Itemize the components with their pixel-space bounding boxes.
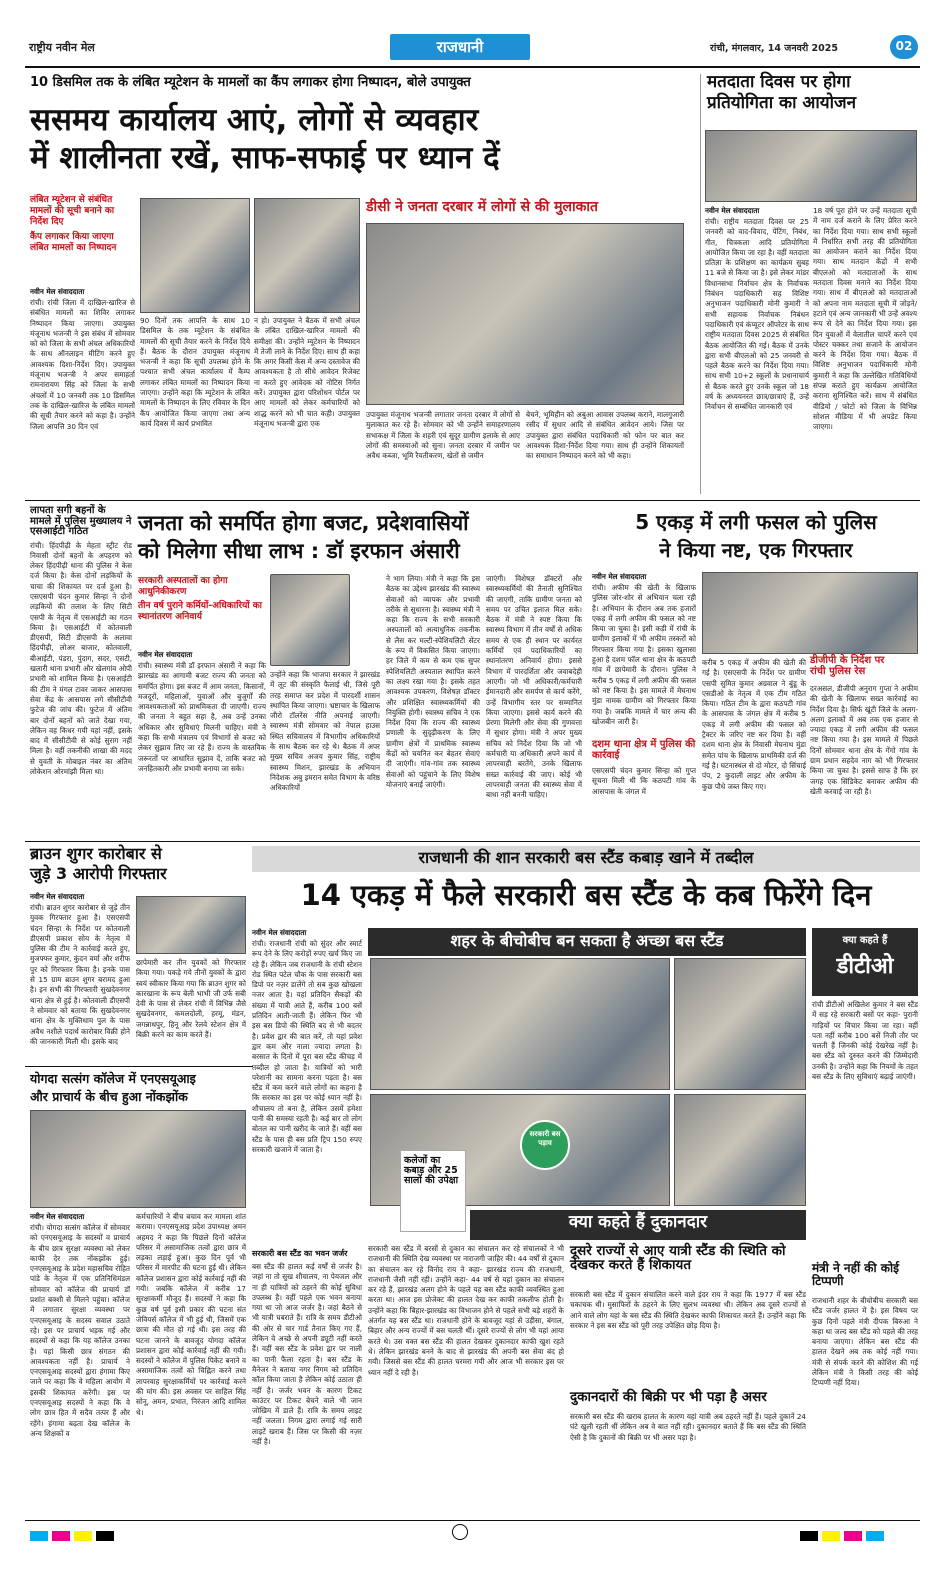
masthead	[25, 32, 920, 66]
crop-photo-caption	[810, 656, 918, 677]
budget-highlight-1: सरकारी अस्पतालों का होगा आधुनिकीकरण	[138, 576, 228, 597]
yogoda-headline-1: योगदा सत्संग कॉलेज में एनएसयूआइ	[30, 1071, 196, 1086]
minister-head: मंत्री ने नहीं की कोई टिप्पणी	[812, 1261, 899, 1288]
photo-yogoda-college	[30, 1110, 246, 1208]
crop-subhead: दशम थाना क्षेत्र में पुलिस की कार्रवाई	[592, 739, 696, 761]
footer-rule	[25, 1520, 920, 1521]
lead-headline-line-1: ससमय कार्यालय आएं, लोगों से व्यवहार	[30, 102, 479, 138]
photo-dc-office	[140, 198, 250, 313]
brown-sugar-byline: नवीन मेल संवाददाता	[30, 892, 85, 901]
crop-col-2: करीब 5 एकड़ में अफीम की खेती की गई है। एसएसपी के निर्देश पर ग्रामीण एसपी सुमित कुमार अग्रवाल ने बुंडू के एसडीओ के नेतृत्व में एक टीम गठित किया। गठित टीम के द्वारा कठपटी गांव के आसपास के जंगल क्षेत्र में करीब 5 एकड़ में लगी अफीम की फसल को ट्रैक्टर के जरिए नष्ट कर दिया है। वहीं दशम थाना क्षेत्र के निवासी मेघनाथ मुंडा समेत पांच के खिलाफ प्राथमिकी दर्ज की गई है। घटनास्थल से दो मोटर, दो सिंचाई पंप, 2 कुदाली लाइट और अफीम के कुछ पौधे जब्त किए गए।	[702, 658, 806, 791]
budget-headline-line-2: को मिलेगा सीधा लाभ : डॉ इरफान अंसारी	[138, 539, 460, 563]
photo-irfan-ansari	[270, 574, 350, 666]
section-rule-2	[25, 841, 920, 842]
bus-stand-kicker: राजधानी की शान सरकारी बस स्टैंड कबाड़ खाने में तब्दील	[418, 848, 754, 867]
yogoda-headline-2: और प्राचार्य के बीच हुआ नोंकझोंक	[30, 1089, 188, 1104]
bus-stand-byline: नवीन मेल संवाददाता	[252, 928, 307, 937]
photo-opium-field-police	[702, 572, 918, 654]
bus-stand-photo-caption: कलेजों का कबाड़ और 25 सालों की उपेक्षा	[404, 1155, 459, 1186]
crop-headline-line-1: 5 एकड़ में लगी फसल को पुलिस	[635, 510, 877, 534]
budget-col-3: ने भाग लिया। मंत्री ने कहा कि इस बैठक का उद्देश्य झारखंड की स्वास्थ्य सेवाओं को व्यापक और प्रभावी तरीके से सुधारना है। स्वास्थ्य मंत्री ने कहा कि राज्य के सभी सरकारी अस्पतालों को अत्याधुनिक तकनीक से लैस कर मल्टी-स्पेशियलिटी सेंटर के रूप में विकसित किया जाएगा। हर जिले में कम से कम एक सुपर स्पेशियलिटी अस्पताल स्थापित करने का लक्ष्य रखा गया है। इसके तहत आवश्यक उपकरण, विशेषज्ञ डॉक्टर और प्रशिक्षित स्वास्थ्यकर्मियों की नियुक्ति होगी। स्वास्थ्य सचिव ने एक निर्देश दिया कि राज्य की स्वास्थ्य प्रणाली के सुदृढ़ीकरण के लिए ग्रामीण क्षेत्रों में प्राथमिक स्वास्थ्य केंद्रों को चयनित कर बेहतर सेवाएं दी जाएंगी। गांव-गांव तक स्वास्थ्य सेवाओं को पहुंचाने के लिए विशेष योजनाएं बनाई जाएंगी।	[386, 574, 480, 789]
section-rule-3	[25, 1066, 253, 1067]
bus-stand-col-2: बस स्टैंड की हालत कई वर्षों से जर्जर है। जहां ना तो सुख शौचालय, ना पेयजल और ना ही यात्रियों को ठहरने की कोई सुविधा उपलब्ध है। वहीं पहले एक भवन बनाया गया था जो आज जर्जर है। जहां बैठने से भी यात्री घबराते हैं। रात्रि के समय डीटीओ की ओर से चार गार्ड तैनात किए गए हैं, लेकिन वे अच्छे से अपनी ड्यूटी नहीं करते हैं। वहीं बस स्टैंड के प्रवेश द्वार पर नाली का पानी फैला रहता है। बस स्टैंड के मैनेजर ने बताया नगर निगम को प्रतिदिन कॉल किया जाता है लेकिन कोई उठाता ही नहीं है। जर्जर भवन के कारण टिकट काउंटर पर टिकट बेचने वाले भी जान जोखिम में डाले हैं। रात्रि के समय लाइट नहीं जलता। निगम द्वारा लगाई गई सारी लाइटें खराब हैं। जिस पर किसी की नज़र नहीं है।	[252, 1262, 362, 1447]
missing-sisters-body: रांची। हिंदपीढ़ी के मेहता स्ट्रीट रोड निवासी दोनों बहनों के अपहरण को लेकर हिंदपीढ़ी थाना की पुलिस ने केस दर्ज किया है। केस दोनों लड़कियों के चाचा की शिकायत पर दर्ज हुआ है। एसएसपी चंदन कुमार सिन्हा ने दोनों लड़कियों की तलाश के लिए सिटी एसपी के नेतृत्व में एसआईटी का गठन किया है। एसआईटी में कोतवाली डीएसपी, सिटी डीएसपी के अलावा हिंदपीढ़ी, लोअर बाजार, कोतवाली, बीआईटी, पंडरा, पुंदाग, सदर, एसटी, खलारी थाना प्रभारी और खेलगांव ओपी प्रभारी को शामिल किया है। एसआईटी की टीम ने मंगल टावर जाकर आसपास सेवा केंद्र के आसपास लगे सीसीटीवी फुटेज की जांच की। फुटेज में अंतिम बार दोनों बहनों को जाते देखा गया, लेकिन वह किधर गयी यहां नहीं, इसके बाद में सीसीटीवी से कोई सुराग नहीं मिला है। वहीं तकनीकी शाखा की मदद से युवती के मोबाइल नंबर का अंतिम लोकेशन ओरमांझी मिला था।	[30, 540, 132, 777]
bus-stand-photo-banner-text: शहर के बीचोबीच बन सकता है अच्छा बस स्टैंड	[450, 931, 724, 950]
section-rule-1	[25, 500, 920, 501]
budget-col-1: रांची। स्वास्थ्य मंत्री डॉ इरफान अंसारी ने कहा कि झारखंड का आगामी बजट राज्य की जनता को समर्पित होगा। इस बजट में आम जनता, किसानों, मजदूरों, महिलाओं, युवाओं और बुजुर्गों की आवश्यकताओं को प्राथमिकता दी जाएगी। राज्य की जनता ने बहुत सहा है, अब उन्हें उनका अधिकार और सुविधाएं मिलनी चाहिए। मंत्री ने कहा कि सभी मंत्रालय एवं विभागों से बजट को लेकर सुझाव लिए जा रहे हैं। राज्य के वास्तविक जरूरतों पर आधारित सुझाव दें, ताकि बजट को जनहितकारी और प्रभावी बनाया जा सके।	[138, 661, 266, 773]
lead-highlight-box	[30, 195, 135, 280]
registration-mark	[452, 1524, 468, 1540]
bus-stand-col-3: सरकारी बस स्टैंड में बरसों से दुकान का संचालन कर रहे संचालकों ने भी राजधानी की स्थिति देख व्यवस्था पर नाराजगी जाहिर की। 44 वर्षों से दुकान का संचालन कर रहे विनोद राय ने कहा- झारखंड राज्य की राजधानी, राजधानी जैसी नहीं रही। उन्होंने कहा- 44 वर्ष से यहां दुकान का संचालन कर रहे हैं, झारखंड अलग होने के पहले यह बस स्टैंड काफी व्यवस्थित हुआ करता था। आज इस प्रोजेक्ट की हालत देख कर काफी तकलीफ होती है। उन्होंने कहा कि बिहार-झारखंड का विभाजन होने से पहले सभी बड़े शहरों के अंतर्गत यह बस स्टैंड था। राजधानी होने के बावजूद यहां से उड़ीसा, बंगाल, बिहार और अन्य राज्यों में बस चलती थीं। दूसरे राज्यों से लोग भी यहां आया करते थे। उस वक्त बस स्टैंड की हालत देखकर दुकानदार काफी खुश रहते थे। लेकिन झारखंड बनने के बाद से झारखंड की अपनी बस सेवा बंद हो गयी। जिससे बस स्टैंड की हालत चरमरा गयी और आज भी सरकार इस पर ध्यान नहीं दे रही है।	[368, 1244, 564, 1377]
crop-col-1: रांची। अफीम की खेती के खिलाफ पुलिस जोर-शोर से अभियान चला रही है। अभियान के दौरान अब तक हजारों एकड़ में लगी अफीम की फसल को नष्ट किया जा चुका है। इसी कड़ी में रांची के ग्रामीण इलाकों में भी अफीम तस्करों को गिरफ्तार किया गया है। इसका खुलासा हुआ है दशम फॉल थाना क्षेत्र के कठपटी गांव में छापेमारी के दौरान। पुलिस ने करीब 5 एकड़ में लगी अफीम की फसल को नष्ट किया है। इस मामले में मेघनाथ मुंडा नामक ग्रामीण को गिरफ्तार किया गया है। जबकि मामले में चार अन्य की खोजबीन जारी है।	[592, 583, 696, 726]
photo-bus-stand-wide	[370, 958, 670, 1090]
budget-headline-line-1: जनता को समर्पित होगा बजट, प्रदेशवासियों	[138, 511, 469, 535]
yogoda-col-1: रांची। योगदा सत्संग कॉलेज में सोमवार को एनएसयूआइ के सदस्यों व प्राचार्य के बीच छात्र सुरक्षा व्यवस्था को लेकर काफी देर तक नोंकझोंक हुई। एनएसयूआइ के प्रदेश महासचिव रोहित पांडे के नेतृत्व में एक प्रतिनिधिमंडल सोमवार को कॉलेज की प्राचार्य डॉ प्रशांत बक्शी से मिलने पहुंचा। कॉलेज में लगातार सुरक्षा व्यवस्था पर एनएसयूआइ के सदस्य सवाल उठाते रहे। इस पर प्राचार्य भड़क गई और सदस्यों से कहा कि यह कॉलेज उनका है। यहां किसी छात्र संगठन की आवश्यकता नहीं है। प्राचार्य ने एनएसयूआइ सदस्यों द्वारा हंगामा किए जाने पर कहा कि वे महिला आयोग में इसकी शिकायत करेंगी। इस पर एनएसयूआइ सदस्यों ने कहा कि वे लोग छात्र हित में सदैव तत्पर हैं और रहेंगे। हंगामा बढ़ता देख कॉलेज के अन्य शिक्षकों व	[30, 1223, 130, 1438]
lead-highlight-2: कैंप लगाकर किया जाएगा लंबित मामलों का निष्पादन	[30, 232, 117, 253]
registration-color-strip-right	[800, 1526, 888, 1545]
brown-sugar-col-2: छापेमारी कर तीन युवकों को गिरफ्तार किया गया। पकड़े गये तीनों युवकों के द्वारा स्वयं स्वीकार किया गया कि ब्राउन शुगर को कारखाना के रूप बेली भाभी जी उर्फ सबी देवी के पास से लेकर रांची में विभिन्न जैसे सुखदेवनगर, कमलदोली, हरमू, मंडन, जगन्नाथपुर, हिनू और रेलवे स्टेशन क्षेत्र में बिक्री करने का काम करते हैं।	[136, 958, 246, 1040]
voters-day-headline-1: मतदाता दिवस पर होगा	[707, 72, 851, 92]
yogoda-byline: नवीन मेल संवाददाता	[30, 1212, 85, 1221]
lead-headline-line-2: में शालीनता रखें, साफ-सफाई पर ध्यान दें	[30, 140, 500, 176]
yogoda-col-2: कर्मचारियों ने बीच बचाव कर मामला शांत कराया। एनएसयूआइ प्रदेश उपाध्यक्ष अमन अहमद ने कहा कि पिछले दिनों कॉलेज परिसर में असामाजिक तत्वों द्वारा छात्र में लड़का लड़ाई हुआ। कुछ दिन पूर्व भी परिसर में मारपीट की घटना हुई थी। लेकिन कॉलेज प्रशासन द्वारा कोई कार्रवाई नहीं की गयी। जबकि कॉलेज में करीब 17 सुरक्षाकर्मी मौजूद हैं। सदस्यों ने कहा कि कुछ वर्ष पूर्व इसी प्रकार की घटना संत जेवियर्स कॉलेज में भी हुई थी, जिसमें एक छात्रा की मौत हो गई थी। इस तरह की घटना जानने के बावजूद योगदा कॉलेज प्रशासन द्वारा कोई कार्रवाई नहीं की गयी। सदस्यों ने कॉलेज में पुलिस पिकेट बनाने व असामाजिक तत्वों को चिह्नित करने तथा लापरवाह सुरक्षाकर्मियों पर कार्रवाई करने की मांग की। इस अवसर पर साहिल सिंह सोनू, अमन, प्रभात, निरंजन आदि शामिल थे।	[136, 1212, 246, 1417]
lead-col-4: उपायुक्त मंजूनाथ भजन्त्री लगातार जनता दरबार में लोगों से मुलाकात कर रहे हैं। सोमवार को भी उन्होंने समाहरणालय सभाकक्ष में जिला के शहरी एवं सुदूर ग्रामीण इलाके से आए लोगों की समस्याओं को सुना। जनता दरबार में जमीन पर अवैध कब्जा, भूमि रैयतीकरण, खेतों से जमीन	[366, 410, 520, 461]
lead-col-3: न हो। उपायुक्त ने बैठक में सभी अंचल के लंबित दाखिल-खारिज मामलों की समीक्षा की। उन्होंने म्यूटेशन के निष्पादन में तेजी लाने के निर्देश दिए। साथ ही कहा कि अगर किसी केस में अन्य दस्तावेज की आवश्यकता है तो सीधे आवेदन रिजेक्ट ना करते हुए आवेदक को नोटिस निर्गत करें। उपायुक्त द्वारा परिशोधन पोर्टल पर आए मामलों को लेकर कर्मचारियों को शाद्ध करने को भी चात कही। उपायुक्त मंजूनाथ भजन्त्री द्वारा एक	[254, 316, 360, 428]
lead-col-5: बेचने, भूमिहीन को अबुआ आवास उपलब्ध कराने, मालगुजारी रसीद में सुधार आदि से संबंधित आवेदन आये। जिस पर उपायुक्त द्वारा संबंधित पदाधिकारी को फोन पर बात कर आवश्यक दिशा-निर्देश दिया गया। साथ ही उन्होंने शिकायतों का समाधान निष्पादन करने को भी कहा।	[526, 410, 684, 461]
dto-box-line-2: डीटीओ	[836, 954, 894, 979]
bus-stand-col-1: रांची। राजधानी रांची को सुंदर और स्मार्ट रूप देने के लिए करोड़ों रुपए खर्च किए जा रहे हैं। लेकिन जब राजधानी के रांची स्टेशन रोड स्थित पटेल चौक के पास सरकारी बस डिपो पर नज़र डालेंगे तो सब कुछ खोखला नजर आता है। यहां प्रतिदिन सैकड़ों की संख्या में यात्री आते हैं, करीब 100 बसें प्रतिदिन आती-जाती हैं। लेकिन फिर भी इस बस डिपो की स्थिति बद से भी बदतर है। प्रवेश द्वार की बात करें, तो यहां प्रवेश द्वार कम और नाला ज्यादा लगता है। बरसात के दिनों में पूरा बस स्टैंड कीचड़ में तब्दील हो जाता है। यात्रियों को भारी परेशानी का सामना करना पड़ता है। बस स्टैंड में कम करने वाले लोगों का कहना है कि सरकार का इस पर कोई ध्यान नहीं है। शौचालय तो बना है, लेकिन उसमें हमेशा पानी की समस्या रहती है। कई बार तो लोग बोतल का पानी खरीद के जाते हैं। वहीं बस स्टैंड के पास ही बस प्रति ट्रिप 150 रुपए सरकारी खजाने में जाता है।	[252, 939, 362, 1154]
lead-photo-caption-text: डीसी ने जनता दरबार में लोगों से की मुलाकात	[366, 199, 598, 215]
lead-photo-caption	[366, 200, 684, 220]
masthead-rule	[25, 66, 920, 68]
photo-bus-stand-broken-floor	[674, 958, 806, 1090]
bus-stand-headline: 14 एकड़ में फैले सरकारी बस स्टैंड के कब फिरेंगे दिन	[300, 878, 872, 912]
photo-accused-three	[136, 896, 246, 954]
dto-box-line-1: क्या कहते हैं	[842, 935, 888, 946]
missing-sisters-headline-1: लापता सगी बहनों के	[30, 505, 106, 516]
bus-stand-col-7: राजधानी शहर के बीचोबीच सरकारी बस स्टैंड जर्जर हालत में है। इस विषय पर कुछ दिनों पहले मंत्री दीपक बिरुआ ने कहा था जल्द बस स्टैंड को पहले की तरह बनाया जाएगा। लेकिन बस स्टैंड की हालत देखने अब तक कोई नहीं गया। मंत्री से संपर्क करने की कोशिश की गई लेकिन मंत्री ने किसी तरह की कोई टिप्पणी नहीं दिया।	[812, 1296, 918, 1388]
bus-stand-sub-3: दुकानदारों की बिक्री पर भी पड़ा है असर	[570, 1389, 767, 1405]
photo-janata-darbar	[366, 223, 684, 405]
brown-sugar-headline-2: जुड़े 3 आरोपी गिरफ्तार	[30, 864, 167, 883]
bus-stand-col-5: सरकारी बस स्टैंड की खराब हालत के कारण यहां यात्री अब ठहरते नहीं हैं। पहले दुकानें 24 घंटे खुली रहती थीं लेकिन अब वे बात नहीं रही। दुकानदार बताते हैं कि बस स्टैंड की स्थिति ऐसी है कि दुकानों की बिक्री पर भी असर पड़ा है।	[570, 1412, 806, 1442]
photo-dc-portrait	[254, 198, 360, 313]
dateline: रांची, मंगलवार, 14 जनवरी 2025	[710, 43, 838, 54]
photo-bus-stand-corridor	[674, 1094, 806, 1206]
voters-day-byline: नवीन मेल संवाददाता	[705, 206, 760, 215]
bus-stand-sub-2: दूसरे राज्यों से आए यात्री स्टैंड की स्थिति को देखकर करते हैं शिकायत	[570, 1243, 786, 1274]
lead-byline: नवीन मेल संवाददाता	[30, 287, 85, 296]
budget-byline: नवीन मेल संवाददाता	[138, 650, 193, 659]
crop-headline-line-2: ने किया नष्ट, एक गिरफ्तार	[659, 538, 853, 562]
photo-voters-meeting	[705, 130, 917, 202]
lead-highlight-1: लंबित म्यूटेशन से संबंधित मामलों की सूची बनाने का निर्देश दिए	[30, 195, 115, 227]
paper-name: राष्ट्रीय नवीन मेल	[29, 41, 95, 54]
registration-color-strip-left	[30, 1526, 118, 1545]
section-title: राजधानी	[436, 38, 484, 56]
bus-stand-sub-1: सरकारी बस स्टैंड का भवन जर्जर	[252, 1249, 348, 1258]
budget-col-2: उन्होंने कहा कि भाजपा सरकार ने झारखंड में लूट की संस्कृति फैलाई थी, जिसे पूरी तरह समाप्त कर प्रदेश में पारदर्शी शासन स्थापित किया जाएगा। भ्रष्टाचार के खिलाफ जीरो टॉलरेंस नीति अपनाई जाएगी। स्वास्थ्य मंत्री सोमवार को नेपाल हाउस स्थित सचिवालय में विभागीय अधिकारियों के साथ बैठक कर रहे थे। बैठक में अपर मुख्य सचिव अजय कुमार सिंह, राष्ट्रीय स्वास्थ्य मिशन, झारखंड के अभियान निदेशक अबु इमरान समेत विभाग के वरिष्ठ अधिकारियों	[270, 670, 380, 793]
budget-highlights	[138, 576, 266, 646]
budget-col-4: जाएंगी। विशेषज्ञ डॉक्टरों और स्वास्थ्यकर्मियों की तैनाती सुनिश्चित की जाएगी, ताकि ग्रामीण जनता को समय पर उचित इलाज मिल सके। बैठक में मंत्री ने स्पष्ट किया कि स्वास्थ्य विभाग में तीन वर्षों से अधिक समय से एक ही स्थान पर कार्यरत कर्मियों एवं पदाधिकारियों का स्थानांतरण अनिवार्य होगा। इससे विभाग में पारदर्शिता और जवाबदेही आएगी। जो भी अधिकारी/कर्मचारी ईमानदारी और समर्पण से कार्य करेंगे, उन्हें विभागीय स्तर पर सम्मानित किया जाएगा। इससे कार्य करने की प्रेरणा मिलेगी और सेवा की गुणवत्ता में सुधार होगा। मंत्री ने अपर मुख्य सचिव को निर्देश दिया कि जो भी कर्मचारी या अधिकारी अपने कार्य में लापरवाही बरतेंगे, उनके खिलाफ सख्त कार्रवाई की जाए। कोई भी लापरवाही जनता की स्वास्थ्य सेवा में बाधा नहीं बननी चाहिए।	[486, 574, 582, 800]
lead-col-2: 90 दिनों तक आपत्ति के साथ 10 डिसमिल के तक म्यूटेशन के संबंधित मामलों की सूची तैयार करने के निर्देश दिये हैं। बैठक के दौरान उपायुक्त मंजूनाथ भजन्त्री ने कहा कि सूची उपलब्ध होने के पश्चात सभी अंचल कार्यालय में कैम्प लगाकर लंबित मामलों का निष्पादन किया जाएगा। उन्होंने कहा कि म्यूटेशन के लंबित मामलों के निष्पादन के लिए रविवार के दिन कैंप आयोजित किया जाएगा तथा अन्य कार्य दिवस में कार्य प्रभावित	[140, 316, 250, 428]
lead-kicker: 10 डिसमिल तक के लंबित म्यूटेशन के मामलों का कैंप लगाकर होगा निष्पादन, बोले उपायुक्त	[30, 75, 471, 90]
voters-day-col-1: रांची। राष्ट्रीय मतदाता दिवस पर 25 जनवरी को वाद-विवाद, पेंटिंग, निबंध, गीत, चित्रकला आदि प्रतियोगिता आयोजित किया जा रहा है। वहीं मतदाता प्रतिज्ञा के प्रशिक्षण का कार्यक्रम सुबह 11 बजे से किया जा है। इसे लेकर मांडर विधानसभा निर्वाचन क्षेत्र के निर्वाचक निबंधन पदाधिकारी सह विशिष्ट अनुभाजन पदाधिकारी मोनी कुमारी ने सभी सहायक निर्वाचक निबंधन पदाधिकारी एवं कंप्यूटर ऑपरेटर के साथ राष्ट्रीय मतदाता दिवस 2025 से संबंधित बैठक आयोजित की गई। बैठक में उनके द्वारा सभी बीएलओ को 25 जनवरी से पहले बैठक करने का निर्देश दिया गया। साथ सभी 10+2 स्कूलों के प्रधानाचार्य से बैठक करते हुए उनके स्कूल जो 18 वर्ष के अध्ययनरत छात्र/छात्राएं हैं, उन्हें निर्वाचन से सम्बंधित जानकारी एवं	[705, 217, 809, 412]
brown-sugar-col-1: रांची। ब्राउन शुगर कारोबार से जुड़े तीन युवक गिरफ्तार हुआ है। एसएसपी चंदन सिन्हा के निर्देश पर कोतवाली डीएसपी प्रकाश सोय के नेतृत्व में पुलिस की टीम ने कार्रवाई करते हुए, मुजफ्फर कुमार, कुंदन वर्मा और शरीफ पुर को गिरफ्तार किया है। इनके पास से 15 ग्राम ब्राउन शुगर बरामद हुआ है। इन सभी की गिरफ्तारी सुखदेवनगर थाना क्षेत्र से हुई है। कोतवाली डीएसपी ने सोमवार को बताया कि सुखदेवनगर थाना क्षेत्र के मुक्तिधाम पुल के पास अवैध नशीले पदार्थ कारोबार विक्री होने की जानकारी मिली थी। इसके बाद	[30, 903, 130, 1046]
lead-col-1: रांची। रांची जिला में दाखिल-खारिज से संबंधित मामलों का शिविर लगाकर निष्पादन किया जाएगा। उपायुक्त मंजूनाथ भजन्त्री ने इस संबंध में सोमवार को को जिला के सभी अंचल अधिकारियों के साथ ऑनलाइन मीटिंग करने हुए आवश्यक दिशा-निर्देश दिए। उपायुक्त मंजूनाथ भजन्त्री ने अपर समाहर्ता रामनारायण सिंह को जिला के सभी अंचलों में 10 जनवरी तक 10 डिसमिल तक के दाखिल-खारिज के लंबित मामलों की सूची तैयार करने को कहा है। उन्होंने जिला आपत्ति 30 दिन एवं	[30, 298, 135, 431]
crop-byline: नवीन मेल संवाददाता	[592, 572, 647, 581]
crop-photo-caption-2: रांची पुलिस रेस	[810, 665, 866, 677]
bus-stand-col-4: सरकारी बस स्टैंड में दुकान संचालित करने वाले इंदर राय ने कहा कि 1977 में बस स्टैंड चकाचक थी। मुसाफिरों के ठहरने के लिए सुलभ व्यवस्था थी। लेकिन अब दूसरे राज्यों से आने वाले लोग यहां के बस स्टैंड की स्थिति देखकर काफी शिकायत करते हैं। उन्होंने कहा कि सरकार ने इस बस स्टैंड को पूरी तरह उपेक्षित छोड़ दिया है।	[570, 1290, 806, 1330]
crop-col-3: दरअसल, डीजीपी अनुराग गुप्ता ने अफीम की खेती के खिलाफ सख्त कार्रवाई का निर्देश दिया है। सिर्फ खूंटी जिले के अलग-अलग इलाकों में अब तक एक हजार से ज्यादा एकड़ में लगी अफीम की फसल नष्ट किया गया है। इस मामले में पिछले दिनों सोमवार थाना क्षेत्र के गेंगो गांव के ग्राम प्रधान सहदेव नाग को भी गिरफ्तार किया जा चुका है। इससे साफ है कि हर जगह एक सिंडिकेट बनाकर अफीम की खेती करवाई जा रही है।	[810, 684, 918, 796]
brown-sugar-headline-1: ब्राउन शुगर कारोबार से	[30, 844, 162, 863]
budget-highlight-2: तीन वर्ष पुराने कर्मियों-अधिकारियों का स्थानांतरण अनिवार्य	[138, 601, 263, 622]
page-number: 02	[895, 39, 913, 53]
bus-stand-col-6: रांची डीटीओ अखिलेश कुमार ने बस स्टैंड में सड़ रहे सरकारी बसों पर कहा- पुरानी गाड़ियों पर विचार किया जा रहा। वहीं पता नहीं करीब 100 बसें निजी तौर पर चलती हैं जिनकी कोई देखरेख नहीं है। बस स्टैंड को दुरुस्त करने की जिम्मेदारी उनकी है। उन्होंने कहा कि नियमों के तहत बस स्टैंड के लिए सुविधाएं बढ़ाई जाएंगी।	[812, 1000, 918, 1082]
voters-day-headline-2: प्रतियोगिता का आयोजन	[707, 92, 857, 113]
missing-sisters-headline-2: मामले में पुलिस मुख्यालय ने एसआईटी गठित	[30, 515, 132, 537]
crop-photo-caption-1: डीजीपी के निर्देश पर	[810, 655, 885, 666]
shopkeepers-bar-text: क्या कहते हैं दुकानदार	[568, 1212, 708, 1232]
voters-day-col-2: 18 वर्ष पूरा होने पर उन्हें मतदाता सूची में नाम दर्ज कराने के लिए प्रेरित करने का निर्देश दिया गया। साथ सभी स्कूलों में निर्धारित सभी तरह की प्रतियोगिता का आयोजन कराने का निर्देश दिया गया। साथ मतदान केंद्रों में सभी बीएलओ को मतदाताओं के साथ मतदाता दिवस मनाने का निर्देश दिया गया। साथ में बीएलओ को मतदाताओं को अपना नाम मतदाता सूची में जोड़ने/हटाने एवं अन्य जानकारी भी उन्हें अवश्य रूप से देने का निर्देश दिया गया। इस दिन युवाओं में वेलातील चापरें करने एवं पोस्टर चक्कर तथा सजाने के आयोजन करने के निर्देश दिया गया। बैठक में विशिष्ट अनुभाजन पदाधिकारी मोनी कुमारी ने कहा कि उल्लेखित गतिविधियों संपन्न कराते हुए कार्यक्रम आयोजित कराना सुनिश्चित करें। साथ में संबंधित वीडियो / फोटो को जिला के विभिन्न सोशल मीडिया में भी अपडेट किया जाएगा।	[813, 206, 917, 432]
crop-col-1b: एसएसपी चंदन कुमार सिन्हा को गुप्त सूचना मिली थी कि कठपटी गांव के आसपास के जंगल में	[592, 766, 696, 796]
bus-stand-sign-text: सरकारी बस पड़ाव	[529, 1130, 561, 1147]
missing-sisters-story	[30, 506, 132, 836]
